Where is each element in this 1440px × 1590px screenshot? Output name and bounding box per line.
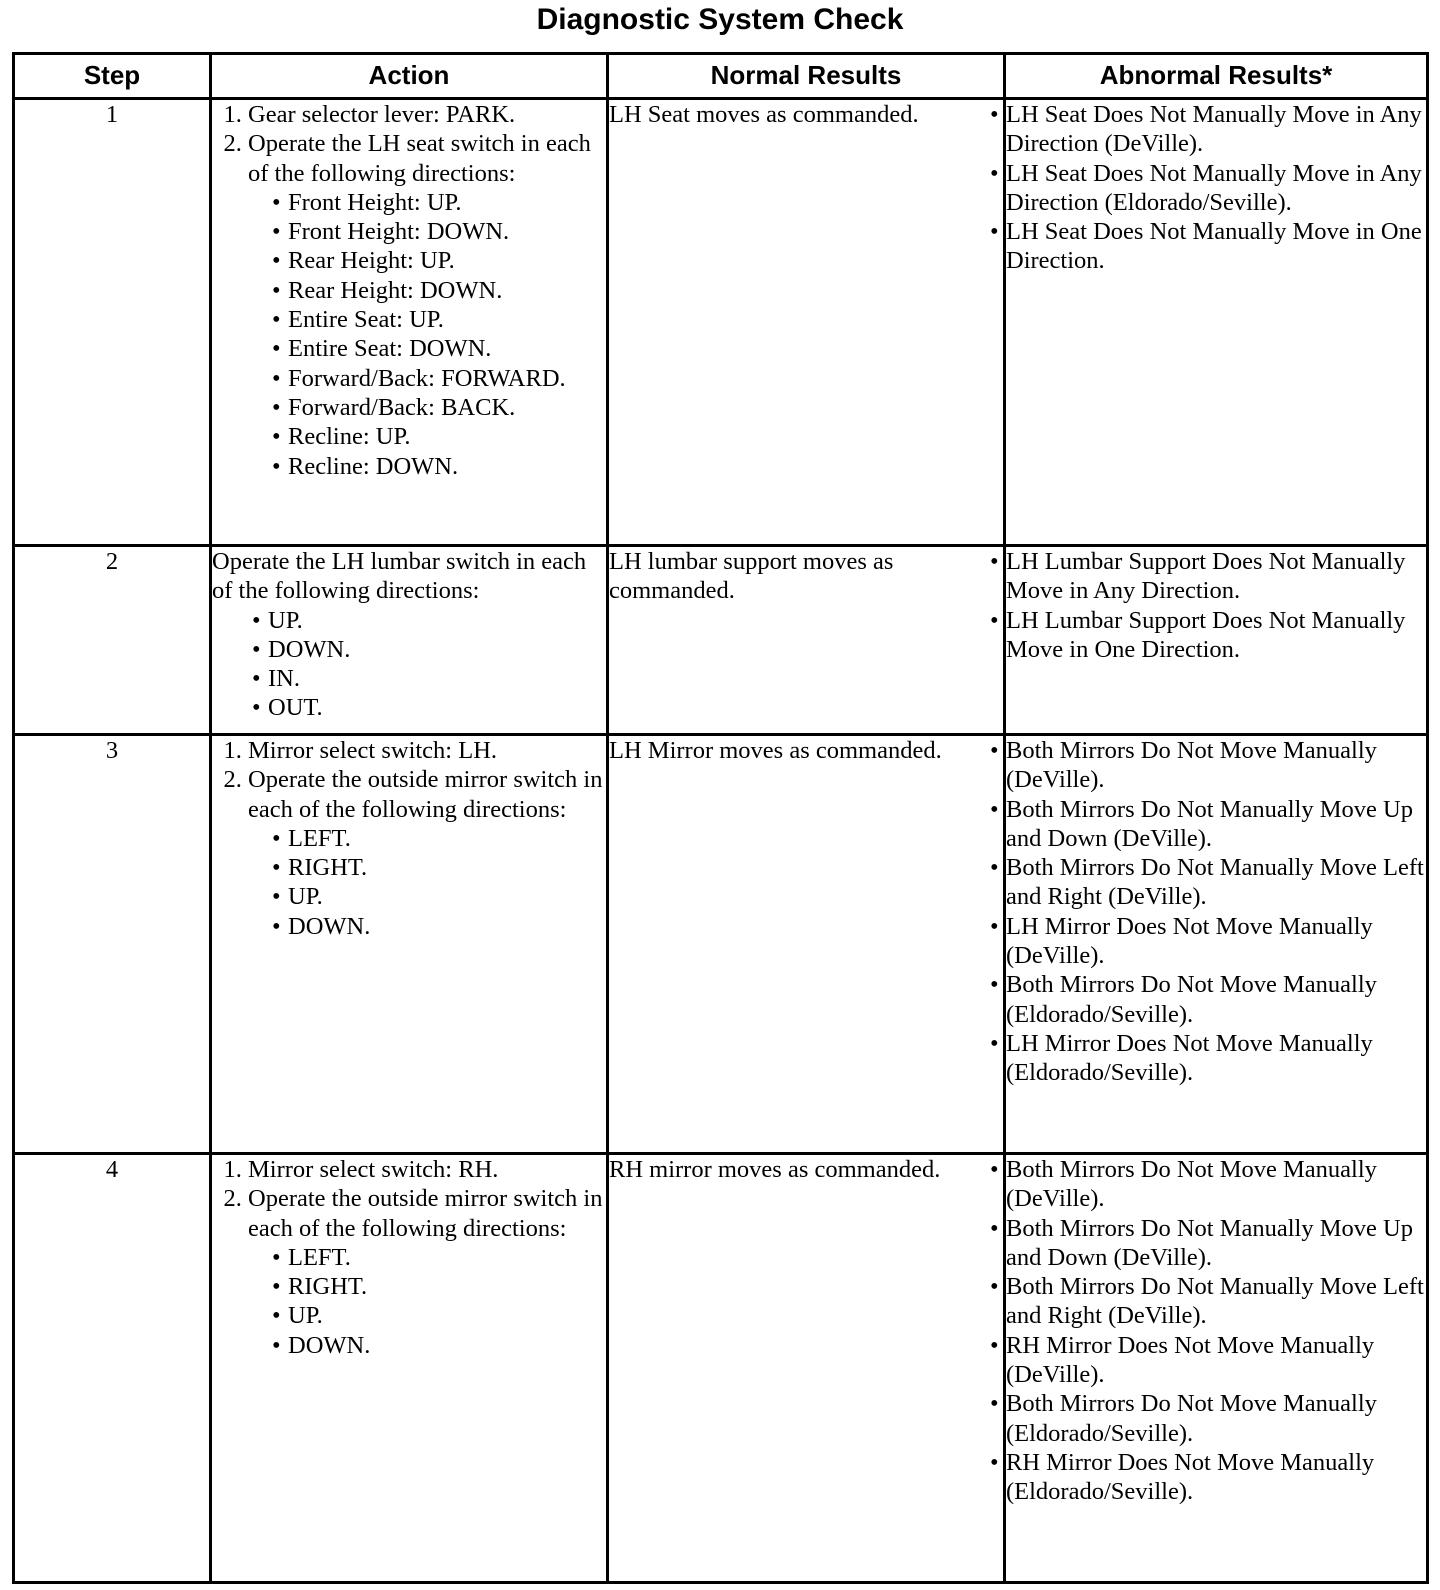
list-item: • Front Height: DOWN. [288,217,606,246]
list-item: • Entire Seat: DOWN. [288,334,606,363]
list-item: • Both Mirrors Do Not Manually Move Left and Right (DeVille). [1006,853,1426,912]
list-item: • Both Mirrors Do Not Manually Move Up and Down (DeVille). [1006,795,1426,854]
abnormal-results-list [1006,736,1426,1088]
list-item: • Rear Height: DOWN. [288,276,606,305]
abnormal-results-list [1006,547,1426,664]
abnormal-results-cell [1005,99,1428,546]
action-step [248,129,606,481]
list-item: • OUT. [268,693,606,722]
page-title: Diagnostic System Check [536,3,904,36]
abnormal-results-cell [1005,1154,1428,1583]
abnormal-results-list [1006,1155,1426,1507]
action-cell [211,735,608,1154]
step-number: 3 [14,735,211,1154]
action-bullets [274,1243,606,1360]
list-item: • LH Seat Does Not Manually Move in Any Direction (DeVille). [1006,100,1426,159]
list-item: • LEFT. [288,824,606,853]
list-item: • UP. [288,1301,606,1330]
header-action: Action [211,54,608,99]
normal-result: RH mirror moves as commanded. [608,1154,1005,1583]
header-abnormal-results: Abnormal Results* [1005,54,1428,99]
action-step [248,765,606,941]
list-item: • LH Mirror Does Not Move Manually (Eldorado/Seville). [1006,1029,1426,1088]
normal-result: LH lumbar support moves as commanded. [608,546,1005,735]
list-item: • LH Mirror Does Not Move Manually (DeVille). [1006,912,1426,971]
list-item: • Both Mirrors Do Not Move Manually (DeVille). [1006,1155,1426,1214]
action-step-text: Operate the LH seat switch in each of the following directions: [248,130,591,187]
list-item: • Forward/Back: FORWARD. [288,364,606,393]
normal-result: LH Mirror moves as commanded. [608,735,1005,1154]
list-item: • LH Lumbar Support Does Not Manually Move in Any Direction. [1006,547,1426,606]
action-step [248,1184,606,1360]
list-item: • DOWN. [288,1331,606,1360]
header-row [14,54,1428,99]
list-item: • IN. [268,664,606,693]
list-item: • RIGHT. [288,1272,606,1301]
list-item: • RH Mirror Does Not Move Manually (DeVille). [1006,1331,1426,1390]
action-bullets [274,824,606,941]
step-number: 2 [14,546,211,735]
action-step: 1. Mirror select switch: LH. [248,736,606,765]
action-intro: Operate the LH lumbar switch in each of the following directions: [212,548,587,605]
abnormal-results-cell [1005,735,1428,1154]
list-item: • UP. [268,606,606,635]
list-item: • UP. [288,882,606,911]
list-item: • Recline: UP. [288,422,606,451]
action-bullets [268,606,606,723]
action-steps [212,736,606,941]
list-item: • DOWN. [268,635,606,664]
action-cell [211,1154,608,1583]
list-item: • Recline: DOWN. [288,452,606,481]
list-item: • RIGHT. [288,853,606,882]
list-item: • Entire Seat: UP. [288,305,606,334]
list-item: • LH Seat Does Not Manually Move in Any Direction (Eldorado/Seville). [1006,159,1426,218]
table-row [14,99,1428,546]
list-item: • DOWN. [288,912,606,941]
abnormal-results-cell [1005,546,1428,735]
action-steps [212,1155,606,1360]
list-item: • Rear Height: UP. [288,246,606,275]
action-bullets [274,188,606,481]
list-item: • RH Mirror Does Not Move Manually (Eldorado/Seville). [1006,1448,1426,1507]
list-item: • Front Height: UP. [288,188,606,217]
list-item: • LH Lumbar Support Does Not Manually Move in One Direction. [1006,606,1426,665]
action-step-text: Operate the outside mirror switch in each of the following directions: [248,766,603,823]
list-item: • LEFT. [288,1243,606,1272]
diagnostic-table [12,52,1429,1584]
step-number: 4 [14,1154,211,1583]
action-cell [211,546,608,735]
list-item: • Both Mirrors Do Not Move Manually (Eldorado/Seville). [1006,1389,1426,1448]
list-item: • Both Mirrors Do Not Manually Move Up and Down (DeVille). [1006,1214,1426,1273]
abnormal-results-list [1006,100,1426,276]
action-step: 1. Mirror select switch: RH. [248,1155,606,1184]
action-step-text: Operate the outside mirror switch in each of the following directions: [248,1185,603,1242]
header-step: Step [14,54,211,99]
table-row [14,1154,1428,1583]
table-row [14,735,1428,1154]
list-item: • Both Mirrors Do Not Move Manually (Eldorado/Seville). [1006,970,1426,1029]
list-item: • LH Seat Does Not Manually Move in One Direction. [1006,217,1426,276]
list-item: • Forward/Back: BACK. [288,393,606,422]
action-step: 1. Gear selector lever: PARK. [248,100,606,129]
list-item: • Both Mirrors Do Not Manually Move Left and Right (DeVille). [1006,1272,1426,1331]
list-item: • Both Mirrors Do Not Move Manually (DeVille). [1006,736,1426,795]
action-steps [212,100,606,481]
step-number: 1 [14,99,211,546]
normal-result: LH Seat moves as commanded. [608,99,1005,546]
table-row [14,546,1428,735]
header-normal-results: Normal Results [608,54,1005,99]
action-cell [211,99,608,546]
